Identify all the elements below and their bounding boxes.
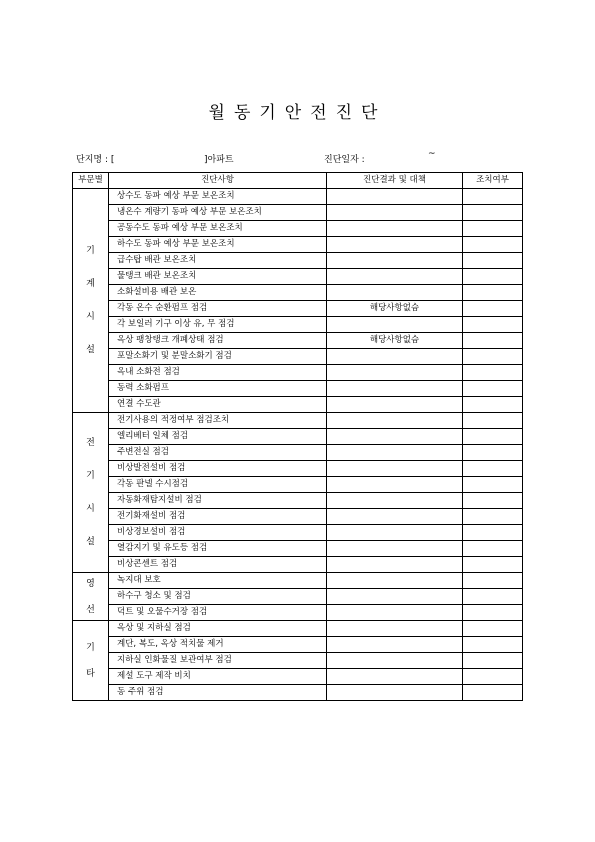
item-cell: 동 주위 점검 (109, 685, 327, 701)
table-row (73, 461, 523, 477)
result-cell (327, 429, 463, 445)
action-cell (463, 365, 523, 381)
category-cell (73, 189, 109, 413)
category-label (86, 640, 95, 682)
item-cell: 엘리베터 일체 점검 (109, 429, 327, 445)
result-cell (327, 669, 463, 685)
action-cell (463, 493, 523, 509)
item-cell: 공동수도 동파 예상 부문 보온조치 (109, 221, 327, 237)
category-cell (73, 573, 109, 621)
item-cell: 각 보일러 기구 이상 유, 무 점검 (109, 317, 327, 333)
category-char: 계 (86, 279, 95, 289)
diagnosis-date-label: 진단일자 : (324, 155, 365, 165)
result-cell (327, 589, 463, 605)
table-row (73, 589, 523, 605)
action-cell (463, 205, 523, 221)
item-cell: 열감지기 및 유도등 점검 (109, 541, 327, 557)
action-cell (463, 237, 523, 253)
category-char: 전 (86, 438, 95, 448)
result-cell (327, 189, 463, 205)
column-header: 진단사항 (109, 173, 327, 189)
action-cell (463, 605, 523, 621)
result-cell (327, 221, 463, 237)
result-cell (327, 493, 463, 509)
category-char: 시 (86, 504, 95, 514)
table-row (73, 189, 523, 205)
action-cell (463, 413, 523, 429)
result-cell (327, 557, 463, 573)
item-cell: 급수탑 배관 보온조치 (109, 253, 327, 269)
item-cell: 전기사용의 적정여부 점검조치 (109, 413, 327, 429)
date-range-tilde: ~ (428, 149, 436, 159)
result-cell (327, 653, 463, 669)
table-row (73, 557, 523, 573)
table-row (73, 205, 523, 221)
result-cell (327, 413, 463, 429)
table-row (73, 685, 523, 701)
table-row (73, 637, 523, 653)
item-cell: 옥내 소화전 점검 (109, 365, 327, 381)
item-cell: 포말소화기 및 분말소화기 점검 (109, 349, 327, 365)
result-cell (327, 205, 463, 221)
item-cell: 옥상 팽창탱크 개폐상태 점검 (109, 333, 327, 349)
action-cell (463, 381, 523, 397)
table-row (73, 269, 523, 285)
result-cell (327, 253, 463, 269)
action-cell (463, 349, 523, 365)
item-cell: 상수도 동파 예상 부문 보온조치 (109, 189, 327, 205)
table-row (73, 397, 523, 413)
action-cell (463, 461, 523, 477)
action-cell (463, 557, 523, 573)
table-row (73, 477, 523, 493)
item-cell: 비상콘센트 점검 (109, 557, 327, 573)
item-cell: 연결 수도관 (109, 397, 327, 413)
action-cell (463, 477, 523, 493)
item-cell: 냉온수 계량기 동파 예상 부문 보온조치 (109, 205, 327, 221)
category-char: 기 (86, 642, 95, 653)
result-cell (327, 525, 463, 541)
category-label (86, 243, 95, 358)
item-cell: 물탱크 배관 보온조치 (109, 269, 327, 285)
column-header: 조치여부 (463, 173, 523, 189)
action-cell (463, 429, 523, 445)
result-cell (327, 349, 463, 365)
result-cell (327, 637, 463, 653)
result-cell (327, 605, 463, 621)
action-cell (463, 525, 523, 541)
result-cell (327, 621, 463, 637)
action-cell (463, 621, 523, 637)
result-cell (327, 509, 463, 525)
item-cell: 옥상 및 지하실 점검 (109, 621, 327, 637)
table-row (73, 573, 523, 589)
item-cell: 지하실 인화물질 보관여부 점검 (109, 653, 327, 669)
category-char: 타 (86, 668, 95, 679)
table-row (73, 221, 523, 237)
result-cell (327, 381, 463, 397)
table-row (73, 253, 523, 269)
table-row (73, 285, 523, 301)
table-row (73, 509, 523, 525)
action-cell (463, 253, 523, 269)
item-cell: 하수도 동파 예상 부문 보온조치 (109, 237, 327, 253)
result-cell (327, 685, 463, 701)
action-cell (463, 685, 523, 701)
result-cell (327, 269, 463, 285)
action-cell (463, 285, 523, 301)
item-cell: 계단, 복도, 옥상 적치물 제거 (109, 637, 327, 653)
table-body (73, 189, 523, 701)
category-char: 설 (86, 537, 95, 547)
table-row (73, 621, 523, 637)
table-row (73, 349, 523, 365)
action-cell (463, 589, 523, 605)
table-header-row (73, 173, 523, 189)
category-char: 기 (86, 246, 95, 256)
action-cell (463, 397, 523, 413)
category-char: 기 (86, 471, 95, 481)
complex-label: 단지명 : [ (76, 155, 115, 165)
table-row (73, 317, 523, 333)
action-cell (463, 317, 523, 333)
action-cell (463, 637, 523, 653)
result-cell: 해당사항없슴 (327, 333, 463, 349)
table-row (73, 605, 523, 621)
diagnosis-table (72, 172, 523, 701)
column-header: 부문별 (73, 173, 109, 189)
item-cell: 동력 소화펌프 (109, 381, 327, 397)
result-cell (327, 541, 463, 557)
item-cell: 하수구 청소 및 점검 (109, 589, 327, 605)
category-char: 설 (86, 345, 95, 355)
category-label (86, 576, 95, 618)
table-row (73, 301, 523, 317)
category-label (86, 435, 95, 550)
result-cell (327, 365, 463, 381)
table-row (73, 653, 523, 669)
action-cell (463, 541, 523, 557)
column-header: 진단결과 및 대책 (327, 173, 463, 189)
item-cell: 덕트 및 오물수거장 점검 (109, 605, 327, 621)
category-cell (73, 621, 109, 701)
table-row (73, 445, 523, 461)
item-cell: 비상발전설비 점검 (109, 461, 327, 477)
result-cell (327, 477, 463, 493)
item-cell: 녹지대 보호 (109, 573, 327, 589)
action-cell (463, 189, 523, 205)
result-cell (327, 285, 463, 301)
table-row (73, 493, 523, 509)
item-cell: 전기화재설비 점검 (109, 509, 327, 525)
item-cell: 주변전실 점검 (109, 445, 327, 461)
category-cell (73, 413, 109, 573)
item-cell: 각동 판넬 수시점검 (109, 477, 327, 493)
table-row (73, 413, 523, 429)
apartment-label: ]아파트 (204, 155, 234, 165)
action-cell (463, 573, 523, 589)
table-row (73, 365, 523, 381)
action-cell (463, 333, 523, 349)
table-row (73, 429, 523, 445)
action-cell (463, 653, 523, 669)
page-title: 월동기안전진단 (208, 103, 387, 123)
category-char: 선 (86, 604, 95, 615)
table-row (73, 525, 523, 541)
result-cell: 해당사항없슴 (327, 301, 463, 317)
item-cell: 제설 도구 제작 비치 (109, 669, 327, 685)
table-row (73, 381, 523, 397)
action-cell (463, 509, 523, 525)
category-char: 영 (86, 578, 95, 589)
action-cell (463, 669, 523, 685)
action-cell (463, 301, 523, 317)
result-cell (327, 317, 463, 333)
item-cell: 소화설비용 배관 보온 (109, 285, 327, 301)
category-char: 시 (86, 312, 95, 322)
table-row (73, 333, 523, 349)
table-row (73, 669, 523, 685)
table-row (73, 541, 523, 557)
result-cell (327, 461, 463, 477)
result-cell (327, 237, 463, 253)
result-cell (327, 397, 463, 413)
item-cell: 자동화재탐지설비 점검 (109, 493, 327, 509)
item-cell: 각동 온수 순환펌프 점검 (109, 301, 327, 317)
result-cell (327, 445, 463, 461)
action-cell (463, 221, 523, 237)
result-cell (327, 573, 463, 589)
item-cell: 비상경보설비 점검 (109, 525, 327, 541)
action-cell (463, 445, 523, 461)
table-row (73, 237, 523, 253)
action-cell (463, 269, 523, 285)
